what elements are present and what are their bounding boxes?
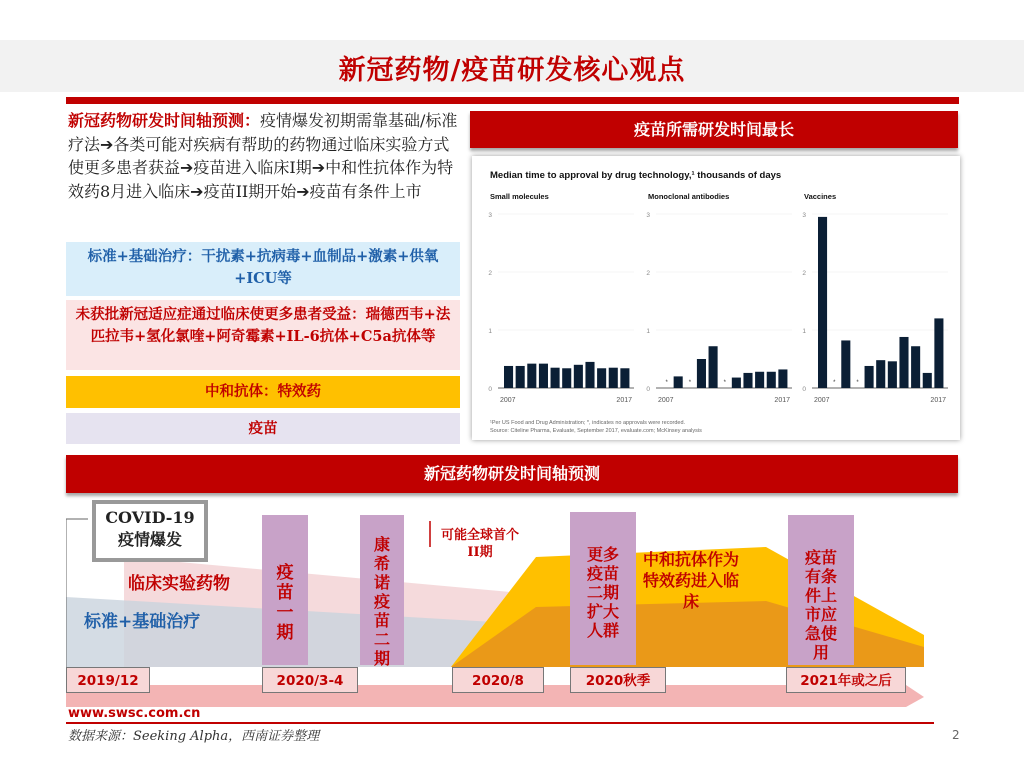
bar-monoclonal-antibodies: [767, 372, 776, 388]
vaccine-time-header: 疫苗所需研发时间最长: [470, 111, 958, 148]
more-phase2-column: 更多疫苗二期扩大人群: [570, 512, 636, 665]
no-approval-marker: *: [723, 380, 727, 386]
no-approval-marker: *: [688, 380, 692, 386]
x-tick-start: 2007: [814, 397, 830, 404]
bar-monoclonal-antibodies: [697, 359, 706, 388]
page-number: 2: [952, 728, 960, 742]
bar-vaccines: [865, 366, 874, 388]
panel-title-monoclonal-antibodies: Monoclonal antibodies: [648, 192, 730, 201]
y-tick-label: 3: [646, 212, 650, 219]
y-tick-label: 3: [802, 212, 806, 219]
y-tick-label: 0: [646, 386, 650, 393]
panel-title-vaccines: Vaccines: [804, 192, 837, 201]
possible-global-label: 可能全球首个II期: [440, 528, 519, 560]
bar-small-molecules: [527, 364, 536, 388]
bar-monoclonal-antibodies: [732, 378, 741, 388]
antibody-label: 中和抗体作为特效药进入临床: [642, 550, 739, 611]
footer-url[interactable]: www.swsc.com.cn: [68, 706, 201, 721]
no-approval-marker: *: [833, 380, 836, 386]
panel-title-small-molecules: Small molecules: [490, 192, 549, 201]
emergency-use-column: 疫苗有条件上市应急使用: [788, 515, 854, 665]
bar-small-molecules: [539, 364, 548, 388]
unapproved-drugs-box: 未获批新冠适应症通过临床使更多患者受益：瑞德西韦+法匹拉韦+氢化氯喹+阿奇霉素+IL-6抗体+C5a抗体等: [66, 300, 460, 370]
bar-vaccines: [899, 337, 908, 388]
standard-therapy-box: 标准+基础治疗：干扰素+抗病毒+血制品+激素+供氧+ICU等: [66, 242, 460, 296]
bar-monoclonal-antibodies: [709, 346, 718, 388]
y-tick-label: 1: [646, 328, 650, 335]
date-2021-or-later: 2021年或之后: [786, 667, 906, 693]
date-2020-8: 2020/8: [452, 667, 544, 693]
bar-vaccines: [818, 217, 827, 388]
timeline-header: 新冠药物研发时间轴预测: [66, 455, 958, 493]
title-rule: [66, 97, 959, 104]
footer-rule: [66, 722, 934, 724]
standard-therapy-label: 标准+基础治疗: [84, 612, 201, 632]
covid-line2: 疫情爆发: [117, 530, 182, 549]
source-note: 数据来源：Seeking Alpha，西南证券整理: [68, 729, 320, 744]
approval-time-chart: [472, 156, 960, 440]
slide-title: 新冠药物/疫苗研发核心观点: [338, 55, 686, 86]
bar-vaccines: [923, 373, 932, 388]
intro-paragraph: [68, 109, 463, 203]
y-tick-label: 2: [488, 270, 492, 277]
y-tick-label: 1: [802, 328, 806, 335]
x-tick-end: 2017: [616, 397, 632, 404]
intro-text: 疫情爆发初期需靠基础/标准疗法➔各类可能对疾病有帮助的药物通过临床实验方式使更多患者获益➔疫苗进入临床I期➔中和性抗体作为特效药8月进入临床➔疫苗II期开始➔疫苗有条件上市: [68, 111, 458, 201]
intro-highlight: 新冠药物研发时间轴预测：: [68, 111, 261, 130]
bar-small-molecules: [504, 366, 513, 388]
no-approval-marker: *: [665, 380, 668, 386]
vaccine-box: 疫苗: [66, 413, 460, 444]
bar-vaccines: [888, 361, 897, 388]
x-tick-start: 2007: [500, 397, 516, 404]
bar-vaccines: [911, 346, 920, 388]
bar-monoclonal-antibodies: [743, 373, 752, 388]
timeline-diagram: [66, 497, 958, 707]
bar-small-molecules: [551, 368, 560, 388]
covid-outbreak-label: [98, 507, 202, 551]
bar-small-molecules: [609, 368, 618, 388]
bar-small-molecules: [620, 368, 629, 388]
clinical-drug-label: 临床实验药物: [128, 574, 230, 594]
bar-monoclonal-antibodies: [755, 372, 764, 388]
date-2020-3-4: 2020/3-4: [262, 667, 358, 693]
phase1-column: 疫苗一期: [262, 515, 308, 665]
bar-small-molecules: [574, 365, 583, 388]
x-tick-start: 2007: [658, 397, 674, 404]
covid-line1: COVID-19: [105, 508, 195, 527]
date-2020-autumn: 2020秋季: [570, 667, 666, 693]
y-tick-label: 0: [488, 386, 492, 393]
chart-note: ¹Per US Food and Drug Administration; *, indicates no approvals were recorded.: [490, 420, 686, 426]
y-tick-label: 1: [488, 328, 492, 335]
y-tick-label: 3: [488, 212, 492, 219]
bar-monoclonal-antibodies: [674, 376, 683, 388]
y-tick-label: 2: [646, 270, 650, 277]
approval-chart-svg: [472, 156, 960, 440]
chart-title: Median time to approval by drug technology,¹ thousands of days: [490, 170, 782, 181]
bar-vaccines: [841, 340, 850, 388]
bar-small-molecules: [516, 366, 525, 388]
bar-small-molecules: [562, 368, 571, 388]
bar-vaccines: [876, 360, 885, 388]
antibody-box: 中和抗体：特效药: [66, 376, 460, 408]
y-tick-label: 2: [802, 270, 806, 277]
bar-vaccines: [934, 318, 943, 388]
chart-source: Source: Citeline Pharma, Evaluate, September 2017, evaluate.com; McKinsey analysis: [490, 428, 702, 434]
date-2019-12: 2019/12: [66, 667, 150, 693]
bar-small-molecules: [597, 368, 606, 388]
x-tick-end: 2017: [774, 397, 790, 404]
bar-monoclonal-antibodies: [778, 369, 787, 388]
y-tick-label: 0: [802, 386, 806, 393]
cansino-phase2-column: 康希诺疫苗二期: [360, 515, 404, 665]
bar-small-molecules: [585, 362, 594, 388]
x-tick-end: 2017: [930, 397, 946, 404]
no-approval-marker: *: [856, 380, 859, 386]
